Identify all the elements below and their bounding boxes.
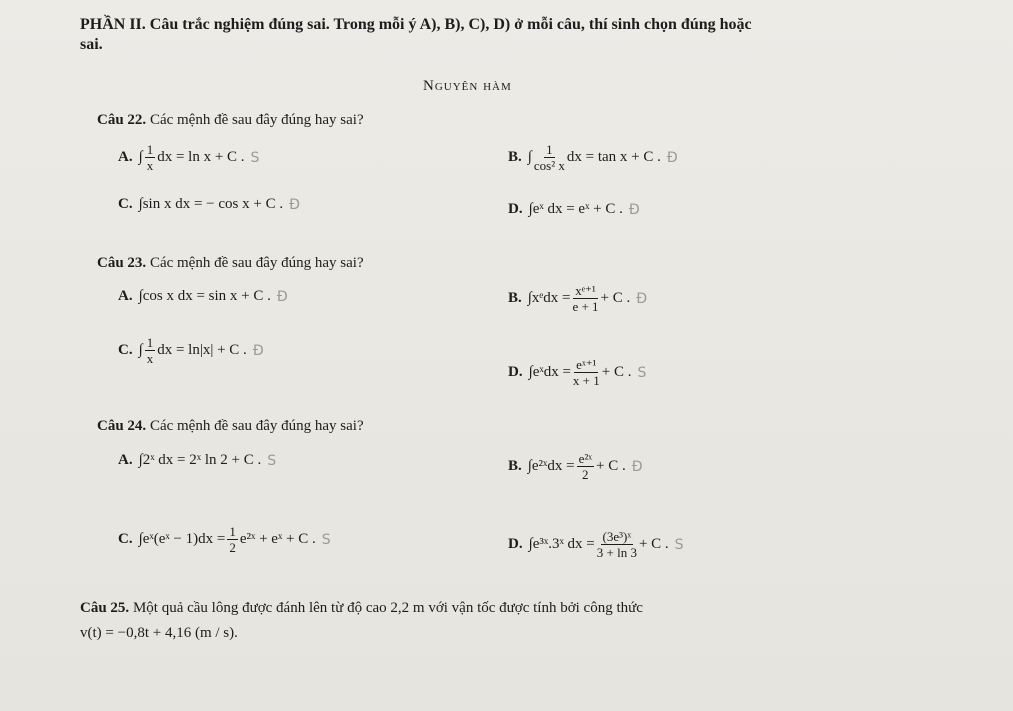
question-stem: Các mệnh đề sau đây đúng hay sai? bbox=[149, 418, 364, 434]
q23-option-d: D. ∫eˣdx = $\frac{\text{eˣ⁺¹}}{x + 1}$ + C . S bbox=[508, 357, 647, 388]
answer-mark: S bbox=[637, 364, 647, 381]
question-25 bbox=[80, 600, 643, 617]
q24-option-b: B. ∫e²ˣdx = $\frac{\text{e²ˣ}}{2}$ + C . Đ bbox=[508, 451, 643, 482]
answer-mark: S bbox=[674, 536, 684, 553]
q22-option-d: D. ∫eˣ dx = eˣ + C . Đ bbox=[508, 201, 640, 218]
q23-option-b: B. ∫xᵉdx = $\frac{\text{xᵉ⁺¹}}{e + 1}$ + C . Đ bbox=[508, 283, 648, 314]
answer-mark: Đ bbox=[628, 201, 640, 218]
answer-mark: Đ bbox=[631, 458, 643, 475]
q23-option-a: A. ∫cos x dx = sin x + C . Đ bbox=[118, 288, 288, 305]
part-instruction-line2: sai. bbox=[80, 36, 103, 53]
answer-mark: Đ bbox=[636, 290, 648, 307]
answer-mark: Đ bbox=[276, 288, 288, 305]
question-23 bbox=[97, 255, 364, 272]
answer-mark: S bbox=[267, 452, 277, 469]
question-label: Câu 23. bbox=[97, 255, 147, 271]
answer-mark: S bbox=[250, 149, 260, 166]
question-24 bbox=[97, 418, 364, 435]
answer-mark: S bbox=[321, 531, 331, 548]
answer-mark: Đ bbox=[252, 342, 264, 359]
question-22 bbox=[97, 112, 364, 129]
section-title: Nguyên hàm bbox=[423, 78, 512, 94]
q23-option-c: C. ∫ $\frac{1}{x}$ dx = ln|x| + C . Đ bbox=[118, 335, 264, 366]
part-instruction-line1: PHẦN II. Câu trắc nghiệm đúng sai. Trong mỗi ý A), B), C), D) ở mỗi câu, thí sinh chọn đúng hoặc bbox=[80, 16, 752, 33]
q24-option-c: C. ∫eˣ(eˣ − 1)dx = $\frac{1}{2}$ e²ˣ + eˣ + C . S bbox=[118, 524, 331, 555]
q22-option-a: A. ∫ $\frac{1}{x}$ dx = ln x + C . S bbox=[118, 142, 260, 173]
question-stem: Một quả cầu lông được đánh lên từ độ cao 2,2 m với vận tốc được tính bởi công thức bbox=[132, 600, 643, 616]
q22-option-c: C. ∫sin x dx = − cos x + C . Đ bbox=[118, 196, 300, 213]
question-stem: Các mệnh đề sau đây đúng hay sai? bbox=[149, 255, 364, 271]
q24-option-d: D. ∫e³ˣ.3ˣ dx = $\frac{\text{(3e³)ˣ}}{3 + \ln 3}$ + C . S bbox=[508, 529, 684, 560]
question-25-formula: v(t) = −0,8t + 4,16 (m / s). bbox=[80, 625, 238, 641]
q24-option-a: A. ∫2ˣ dx = 2ˣ ln 2 + C . S bbox=[118, 452, 277, 469]
question-label: Câu 25. bbox=[80, 600, 130, 616]
question-stem: Các mệnh đề sau đây đúng hay sai? bbox=[149, 112, 364, 128]
answer-mark: Đ bbox=[289, 196, 300, 213]
q22-option-b: B. ∫ $\frac{1}{\text{cos² x}}$ dx = tan x + C . Đ bbox=[508, 142, 678, 173]
question-label: Câu 22. bbox=[97, 112, 147, 128]
question-label: Câu 24. bbox=[97, 418, 147, 434]
answer-mark: Đ bbox=[666, 149, 678, 166]
